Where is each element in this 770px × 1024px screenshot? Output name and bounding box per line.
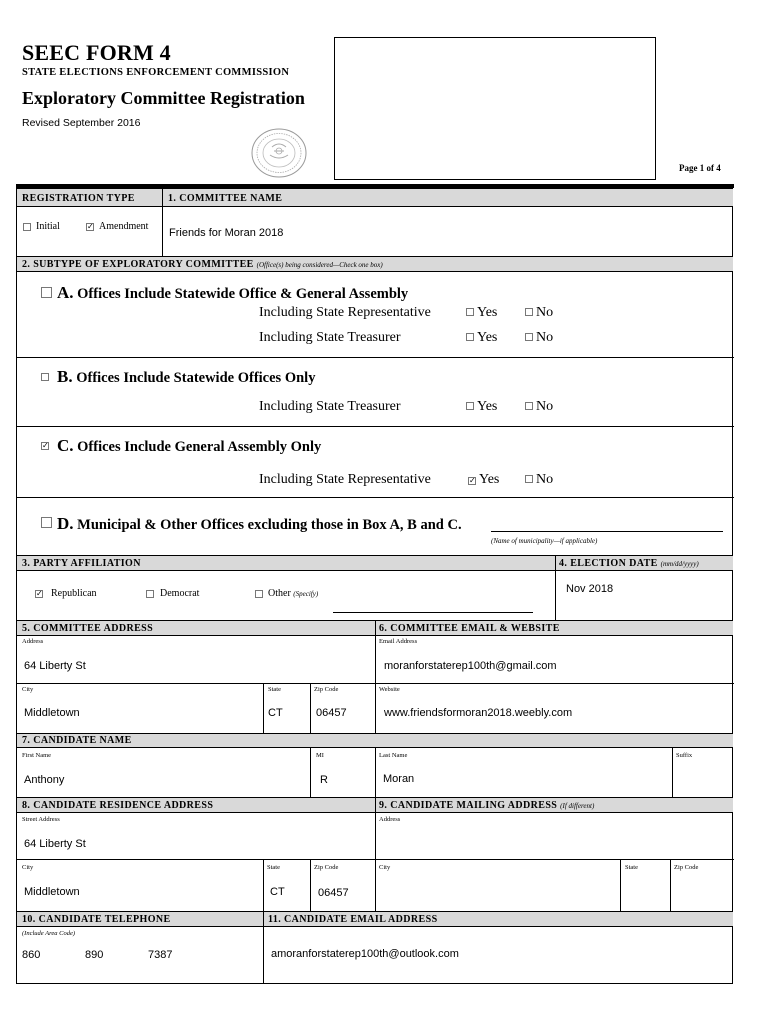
address-label: Address: [22, 638, 44, 645]
divider: [263, 683, 264, 733]
amendment-checkbox[interactable]: ✓: [87, 222, 94, 231]
option-b-heading: [57, 367, 315, 387]
democrat-label: Democrat: [160, 588, 200, 599]
option-b-letter: B.: [57, 367, 73, 386]
option-b-treas-yes[interactable]: [466, 399, 497, 415]
state-label: State: [268, 686, 281, 693]
option-b-label: Offices Include Statewide Offices Only: [76, 370, 316, 386]
election-date-title-text: 4. ELECTION DATE: [559, 558, 658, 569]
option-c-label: Offices Include General Assembly Only: [77, 439, 322, 455]
option-a-rep-no[interactable]: [525, 305, 553, 321]
residence-state-field[interactable]: CT: [270, 886, 285, 898]
phone-line-number[interactable]: 7387: [148, 949, 173, 961]
other-label-text: Other: [268, 588, 291, 599]
divider: [263, 911, 264, 983]
zip-label: Zip Code: [314, 686, 339, 693]
last-name-field[interactable]: Moran: [383, 773, 415, 785]
committee-city-field[interactable]: Middletown: [24, 707, 80, 719]
checkbox[interactable]: [525, 402, 533, 410]
divider: [16, 357, 734, 358]
yes-label: Yes: [477, 305, 498, 320]
option-c-heading: [57, 436, 321, 456]
other-note: (Specify): [293, 590, 319, 598]
mailing-state-label: State: [625, 864, 638, 871]
option-b-treas-no[interactable]: [525, 399, 553, 415]
divider: [620, 859, 621, 911]
mailing-title-text: 9. CANDIDATE MAILING ADDRESS: [379, 800, 558, 811]
document-title: Exploratory Committee Registration: [22, 88, 305, 108]
telephone-title: 10. CANDIDATE TELEPHONE: [22, 914, 171, 925]
residence-title: 8. CANDIDATE RESIDENCE ADDRESS: [22, 800, 214, 811]
committee-email-field[interactable]: moranforstaterep100th@gmail.com: [384, 660, 557, 672]
option-a-heading: [57, 283, 408, 303]
option-c-rep-no[interactable]: [525, 472, 553, 488]
divider: [16, 859, 734, 860]
party-title: 3. PARTY AFFILIATION: [22, 558, 141, 569]
election-date-note: (mm/dd/yyyy): [660, 560, 699, 568]
committee-zip-field[interactable]: 06457: [316, 707, 347, 719]
yes-label: Yes: [479, 472, 500, 487]
committee-name-title: 1. COMMITTEE NAME: [168, 193, 283, 204]
checkbox[interactable]: [466, 333, 474, 341]
committee-name-field[interactable]: Friends for Moran 2018: [169, 227, 284, 239]
divider: [670, 859, 671, 911]
committee-address-title: 5. COMMITTEE ADDRESS: [22, 623, 154, 634]
candidate-name-title: 7. CANDIDATE NAME: [22, 735, 132, 746]
option-a-treas-label: Including State Treasurer: [259, 330, 401, 345]
no-label: No: [536, 399, 554, 414]
state-seal-icon: [250, 127, 308, 179]
residence-zip-label: Zip Code: [314, 864, 339, 871]
divider: [672, 748, 673, 797]
yes-label: Yes: [477, 399, 498, 414]
option-c-letter: C.: [57, 436, 74, 455]
committee-contact-title: 6. COMMITTEE EMAIL & WEBSITE: [379, 623, 560, 634]
agency-name: STATE ELECTIONS ENFORCEMENT COMMISSION: [22, 67, 290, 78]
candidate-email-field[interactable]: amoranforstaterep100th@outlook.com: [271, 948, 459, 960]
option-b-treas-label: Including State Treasurer: [259, 399, 401, 414]
option-d-checkbox[interactable]: [41, 517, 52, 528]
mailing-note: (If different): [560, 802, 595, 810]
divider: [555, 555, 556, 620]
candidate-email-title: 11. CANDIDATE EMAIL ADDRESS: [268, 914, 438, 925]
divider: [16, 683, 734, 684]
phone-prefix[interactable]: 890: [85, 949, 104, 961]
option-d-heading: [57, 514, 462, 534]
divider: [310, 748, 311, 797]
subtype-title: [22, 259, 383, 270]
option-a-label: Offices Include Statewide Office & General Assembly: [77, 286, 409, 302]
mailing-zip-label: Zip Code: [674, 864, 699, 871]
residence-city-field[interactable]: Middletown: [24, 886, 80, 898]
option-a-treas-no[interactable]: [525, 330, 553, 346]
mi-label: MI: [316, 752, 324, 759]
website-label: Website: [379, 686, 400, 693]
committee-website-field[interactable]: www.friendsformoran2018.weebly.com: [384, 707, 573, 719]
divider: [263, 859, 264, 911]
mailing-address-label: Address: [379, 816, 401, 823]
revision-date: Revised September 2016: [22, 117, 141, 129]
amendment-label: Amendment: [99, 221, 149, 232]
republican-checkbox[interactable]: ✓: [36, 589, 43, 598]
checkbox[interactable]: [525, 308, 533, 316]
other-party-line[interactable]: [333, 612, 533, 613]
email-label: Email Address: [379, 638, 418, 645]
checkbox[interactable]: [466, 308, 474, 316]
first-name-field[interactable]: Anthony: [24, 774, 65, 786]
republican-label: Republican: [51, 588, 97, 599]
checkbox[interactable]: [466, 402, 474, 410]
municipality-line[interactable]: [491, 531, 723, 532]
option-c-rep-yes[interactable]: [468, 472, 499, 488]
divider: [16, 497, 734, 498]
option-a-checkbox[interactable]: [41, 287, 52, 298]
no-label: No: [536, 330, 554, 345]
city-label: City: [22, 686, 34, 693]
option-a-rep-label: Including State Representative: [259, 305, 431, 320]
option-d-letter: D.: [57, 514, 74, 533]
checkbox[interactable]: [525, 475, 533, 483]
last-name-label: Last Name: [379, 752, 408, 759]
residence-state-label: State: [267, 864, 280, 871]
initial-checkbox[interactable]: [23, 223, 31, 231]
divider: [375, 797, 376, 911]
telephone-note: (Include Area Code): [22, 930, 76, 937]
divider: [162, 189, 163, 256]
registration-type-title: REGISTRATION TYPE: [22, 193, 135, 204]
option-a-rep-yes[interactable]: [466, 305, 497, 321]
initial-label: Initial: [36, 221, 60, 232]
page-number: Page 1 of 4: [679, 163, 721, 173]
form-title: SEEC FORM 4: [22, 40, 171, 65]
mailing-city-label: City: [379, 864, 391, 871]
divider: [375, 748, 376, 797]
option-d-label: Municipal & Other Offices excluding those in Box A, B and C.: [77, 517, 462, 533]
municipality-note: (Name of municipality—if applicable): [491, 537, 598, 545]
residence-street-field[interactable]: 64 Liberty St: [24, 838, 86, 850]
option-c-checkbox[interactable]: ✓: [42, 441, 49, 450]
subtype-note: (Office(s) being considered—Check one box): [256, 261, 383, 269]
option-b-checkbox[interactable]: [41, 373, 49, 381]
no-label: No: [536, 305, 554, 320]
residence-city-label: City: [22, 864, 34, 871]
option-a-letter: A.: [57, 283, 74, 302]
office-use-stamp-box: [334, 37, 656, 180]
mi-field[interactable]: R: [320, 774, 328, 786]
phone-area-code[interactable]: 860: [22, 949, 41, 961]
checkbox[interactable]: ✓: [469, 476, 476, 485]
subtype-title-text: 2. SUBTYPE OF EXPLORATORY COMMITTEE: [22, 259, 254, 270]
other-label: [268, 588, 318, 599]
option-a-treas-yes[interactable]: [466, 330, 497, 346]
yes-label: Yes: [477, 330, 498, 345]
committee-state-field[interactable]: CT: [268, 707, 283, 719]
democrat-checkbox[interactable]: [146, 590, 154, 598]
street-label: Street Address: [22, 816, 60, 823]
no-label: No: [536, 472, 554, 487]
committee-address-field[interactable]: 64 Liberty St: [24, 660, 86, 672]
divider: [16, 426, 734, 427]
other-checkbox[interactable]: [255, 590, 263, 598]
divider: [375, 620, 376, 733]
divider: [310, 683, 311, 733]
election-date-title: [559, 558, 699, 569]
divider: [310, 859, 311, 911]
election-date-field[interactable]: Nov 2018: [566, 583, 614, 595]
first-name-label: First Name: [22, 752, 52, 759]
suffix-label: Suffix: [676, 752, 693, 759]
checkbox[interactable]: [525, 333, 533, 341]
option-c-rep-label: Including State Representative: [259, 472, 431, 487]
mailing-title: [379, 800, 594, 811]
residence-zip-field[interactable]: 06457: [318, 887, 349, 899]
